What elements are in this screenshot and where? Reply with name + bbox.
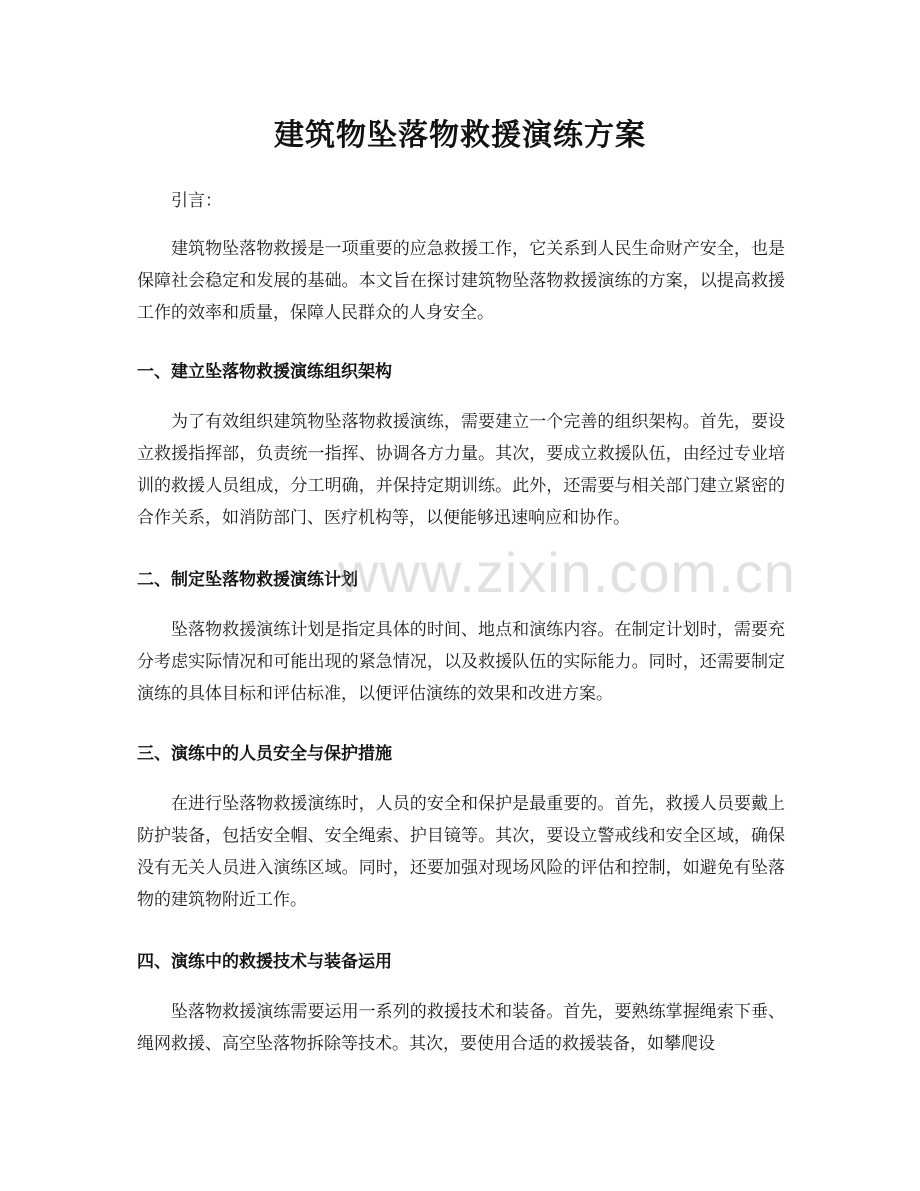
watermark: www.zixin.com.cn: [338, 541, 796, 604]
section-paragraph-1: 为了有效组织建筑物坠落物救援演练，需要建立一个完善的组织架构。首先，要设立救援指挥部，负责统一指挥、协调各方力量。其次，要成立救援队伍，由经过专业培训的救援人员组成，分工明确，并保持定期训练。此外，还需要与相关部门建立紧密的合作关系，如消防部门、医疗机构等，以便能够迅速响应和协作。: [137, 412, 785, 528]
section-heading-1: 一、建立坠落物救援演练组织架构: [137, 362, 392, 382]
section-heading-4: 四、演练中的救援技术与装备运用: [137, 952, 392, 972]
section-paragraph-2: 坠落物救援演练计划是指定具体的时间、地点和演练内容。在制定计划时，需要充分考虑实际情况和可能出现的紧急情况，以及救援队伍的实际能力。同时，还需要制定演练的具体目标和评估标准，以便评估演练的效果和改进方案。: [137, 620, 785, 704]
intro-paragraph: 建筑物坠落物救援是一项重要的应急救援工作，它关系到人民生命财产安全，也是保障社会稳定和发展的基础。本文旨在探讨建筑物坠落物救援演练的方案，以提高救援工作的效率和质量，保障人民群众的人身安全。: [137, 239, 785, 323]
page-title: 建筑物坠落物救援演练方案: [274, 118, 646, 153]
section-paragraph-3: 在进行坠落物救援演练时，人员的安全和保护是最重要的。首先，救援人员要戴上防护装备，包括安全帽、安全绳索、护目镜等。其次，要设立警戒线和安全区域，确保没有无关人员进入演练区域。同时，还要加强对现场风险的评估和控制，如避免有坠落物的建筑物附近工作。: [137, 794, 785, 910]
section-heading-3: 三、演练中的人员安全与保护措施: [137, 744, 392, 764]
section-heading-2: 二、制定坠落物救援演练计划: [137, 570, 358, 590]
intro-label: 引言：: [171, 191, 222, 211]
section-paragraph-4: 坠落物救援演练需要运用一系列的救援技术和装备。首先，要熟练掌握绳索下垂、绳网救援、高空坠落物拆除等技术。其次，要使用合适的救援装备，如攀爬设: [137, 1002, 785, 1054]
